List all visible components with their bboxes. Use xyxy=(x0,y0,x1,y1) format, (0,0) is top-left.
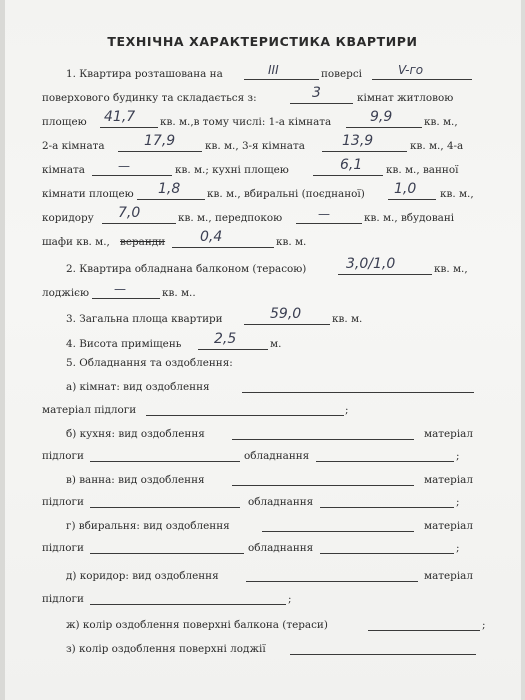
toilet-field[interactable] xyxy=(388,199,436,200)
text: коридору xyxy=(42,212,94,224)
floor-field[interactable] xyxy=(244,79,319,80)
room1-field[interactable] xyxy=(346,127,422,128)
semicolon: ; xyxy=(456,450,460,462)
semicolon: ; xyxy=(482,619,486,631)
text: г) вбиральня: вид оздоблення xyxy=(66,520,230,532)
corridor-field[interactable] xyxy=(102,223,176,224)
total-area-value: 59,0 xyxy=(270,306,302,322)
text: 2. Квартира обладнана балконом (терасою) xyxy=(66,263,307,275)
balcony-value: 3,0/1,0 xyxy=(346,256,396,272)
line-balcony xyxy=(0,256,525,279)
semicolon: ; xyxy=(456,542,460,554)
line-a1 xyxy=(0,377,525,397)
text: лоджією xyxy=(42,287,90,299)
bath-floor-field[interactable] xyxy=(90,507,240,508)
room1-value: 9,9 xyxy=(370,109,393,125)
semicolon: ; xyxy=(345,404,349,416)
text: кв. м. xyxy=(276,236,307,248)
rooms-finish-field[interactable] xyxy=(242,392,474,393)
text: матеріал xyxy=(424,428,473,440)
room4-value: — xyxy=(118,159,130,173)
text: ж) колір оздоблення поверхні балкона (тераси) xyxy=(66,619,328,631)
kitchen-floor-field[interactable] xyxy=(90,461,240,462)
kitchen-value: 6,1 xyxy=(340,157,363,173)
semicolon: ; xyxy=(456,496,460,508)
veranda-field[interactable] xyxy=(172,247,274,248)
text: кімната xyxy=(42,164,85,176)
loggia-color-field[interactable] xyxy=(290,654,476,655)
line-b2 xyxy=(0,446,525,466)
text: кв. м., 4-а xyxy=(410,140,464,152)
room4-field[interactable] xyxy=(92,175,172,176)
line-zh xyxy=(0,615,525,635)
room2-value: 17,9 xyxy=(144,133,176,149)
veranda-label-struck: веранди xyxy=(120,236,166,248)
line-location xyxy=(0,64,525,84)
balcony-color-field[interactable] xyxy=(368,630,480,631)
living-area-value: 41,7 xyxy=(104,109,136,125)
room2-field[interactable] xyxy=(118,151,202,152)
text: кв. м., ванної xyxy=(386,164,459,176)
height-value: 2,5 xyxy=(214,331,237,347)
bathroom-value: 1,8 xyxy=(158,181,181,197)
text: матеріал підлоги xyxy=(42,404,137,416)
loggia-field[interactable] xyxy=(92,298,160,299)
semicolon: ; xyxy=(288,593,292,605)
hallway-value: — xyxy=(318,207,330,221)
line-rooms xyxy=(0,85,525,108)
text: кв. м., вбиральні (поєднаної) xyxy=(207,188,365,200)
bathroom-field[interactable] xyxy=(137,199,205,200)
text: кв. м.; кухні площею xyxy=(175,164,289,176)
text: підлоги xyxy=(42,496,84,508)
line-corridor-hallway xyxy=(0,205,525,228)
text: підлоги xyxy=(42,593,84,605)
toilet-equipment-field[interactable] xyxy=(320,553,454,554)
loggia-value: — xyxy=(114,282,126,296)
text: 1. Квартира розташована на xyxy=(66,68,223,80)
line-room4-kitchen xyxy=(0,157,525,180)
line-d2 xyxy=(0,589,525,609)
toilet-floor-field[interactable] xyxy=(90,553,244,554)
text: б) кухня: вид оздоблення xyxy=(66,428,205,440)
rooms-value: 3 xyxy=(312,85,321,101)
line-bathroom-toilet xyxy=(0,181,525,204)
line-loggia xyxy=(0,283,525,303)
line-g2 xyxy=(0,538,525,558)
text: кв. м.,в тому числі: 1-а кімната xyxy=(160,116,332,128)
rooms-floor-field[interactable] xyxy=(146,415,344,416)
room3-value: 13,9 xyxy=(342,133,374,149)
line-v1 xyxy=(0,470,525,490)
text: поверсі xyxy=(321,68,362,80)
section-5-heading: 5. Обладнання та оздоблення: xyxy=(66,357,233,369)
text: кв. м., передпокою xyxy=(178,212,283,224)
rooms-field[interactable] xyxy=(290,103,353,104)
text: 4. Висота приміщень xyxy=(66,338,182,350)
text: кв. м., xyxy=(424,116,458,128)
text: кімнат житловою xyxy=(357,92,454,104)
document-title: ТЕХНІЧНА ХАРАКТЕРИСТИКА КВАРТИРИ xyxy=(107,34,418,49)
line-v2 xyxy=(0,492,525,512)
corridor-floor-field[interactable] xyxy=(90,604,286,605)
floor-value: III xyxy=(268,63,279,77)
text: кв. м., xyxy=(434,263,468,275)
room3-field[interactable] xyxy=(322,151,407,152)
line-living-area xyxy=(0,109,525,132)
line-b1 xyxy=(0,424,525,444)
hallway-field[interactable] xyxy=(296,223,362,224)
text: обладнання xyxy=(244,450,310,462)
text: кв. м., xyxy=(440,188,474,200)
text: кв. м. xyxy=(332,313,363,325)
text: матеріал xyxy=(424,474,473,486)
total-area-field[interactable] xyxy=(244,324,330,325)
line-total-area xyxy=(0,306,525,329)
line-a2 xyxy=(0,400,525,420)
toilet-value: 1,0 xyxy=(394,181,417,197)
text: кімнати площею xyxy=(42,188,134,200)
kitchen-equipment-field[interactable] xyxy=(316,461,454,462)
text: матеріал xyxy=(424,570,473,582)
balcony-field[interactable] xyxy=(338,274,432,275)
living-area-field[interactable] xyxy=(100,127,158,128)
text: 2-а кімната xyxy=(42,140,105,152)
text: обладнання xyxy=(248,542,314,554)
text: а) кімнат: вид оздоблення xyxy=(66,381,210,393)
text: з) колір оздоблення поверхні лоджії xyxy=(66,643,266,655)
text: д) коридор: вид оздоблення xyxy=(66,570,219,582)
text: 3. Загальна площа квартири xyxy=(66,313,223,325)
veranda-value: 0,4 xyxy=(200,229,223,245)
line-g1 xyxy=(0,516,525,536)
line-z xyxy=(0,639,525,659)
line-wardrobe-veranda xyxy=(0,229,525,252)
line-s5-heading xyxy=(0,353,525,373)
text: м. xyxy=(270,338,282,350)
floors-total-value: V-го xyxy=(398,63,424,77)
height-field[interactable] xyxy=(198,349,268,350)
bath-equipment-field[interactable] xyxy=(320,507,454,508)
toilet-finish-field[interactable] xyxy=(262,531,414,532)
text: підлоги xyxy=(42,542,84,554)
text: кв. м., вбудовані xyxy=(364,212,455,224)
bath-finish-field[interactable] xyxy=(232,485,414,486)
line-height xyxy=(0,331,525,354)
kitchen-finish-field[interactable] xyxy=(232,439,414,440)
line-rooms-2-3 xyxy=(0,133,525,156)
text: матеріал xyxy=(424,520,473,532)
text: поверхового будинку та складається з: xyxy=(42,92,257,104)
text: шафи кв. м., xyxy=(42,236,110,248)
corridor-finish-field[interactable] xyxy=(246,581,418,582)
text: в) ванна: вид оздоблення xyxy=(66,474,205,486)
kitchen-field[interactable] xyxy=(313,175,383,176)
corridor-value: 7,0 xyxy=(118,205,141,221)
text: підлоги xyxy=(42,450,84,462)
line-d1 xyxy=(0,566,525,586)
text: площею xyxy=(42,116,87,128)
floors-total-field[interactable] xyxy=(372,79,472,80)
text: кв. м.. xyxy=(162,287,196,299)
text: обладнання xyxy=(248,496,314,508)
text: кв. м., 3-я кімната xyxy=(205,140,305,152)
